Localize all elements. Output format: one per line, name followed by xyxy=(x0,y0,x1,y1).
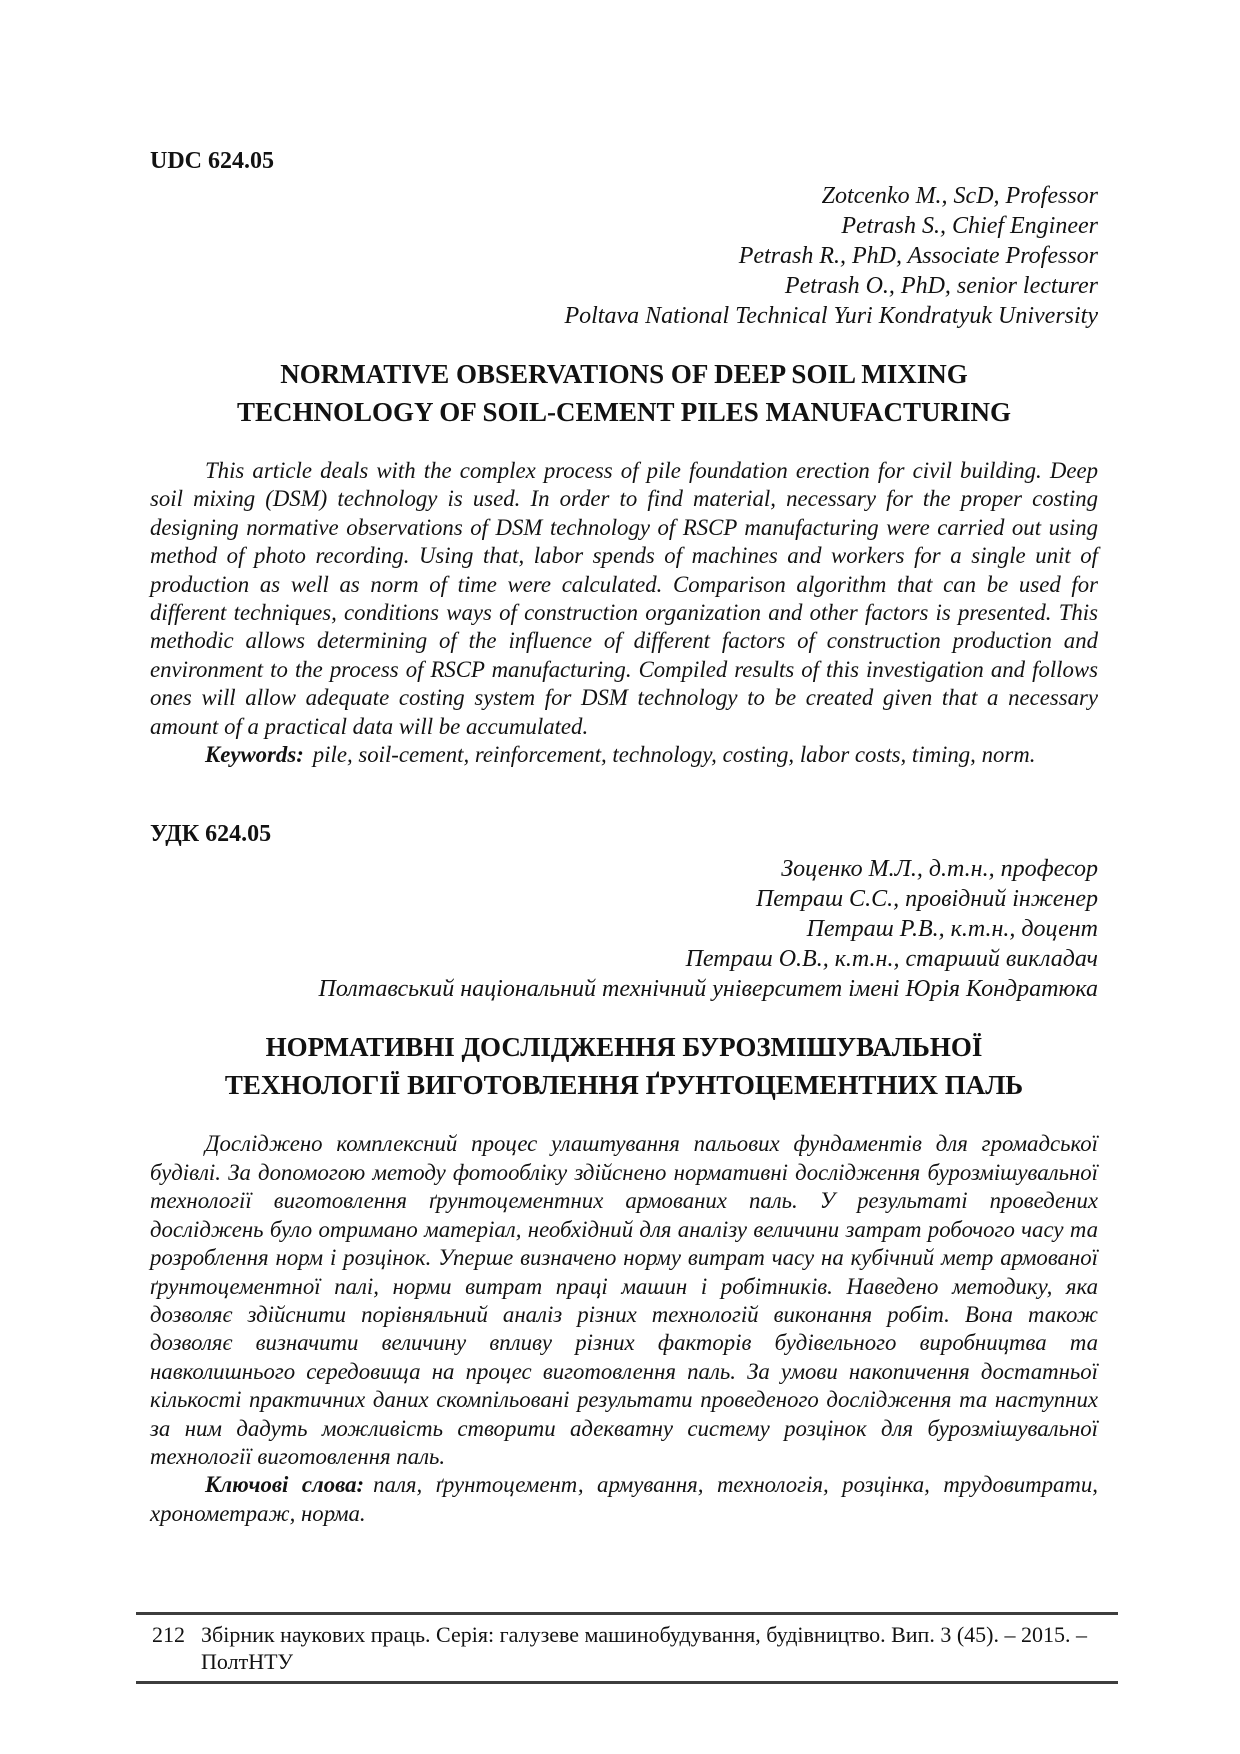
page xyxy=(150,146,1098,1528)
page-number: 212 xyxy=(152,1622,185,1647)
journal-reference: Збірник наукових праць. Серія: галузеве машинобудування, будівництво. Вип. 3 (45). – 2015. – ПолтНТУ xyxy=(201,1622,1087,1674)
title-line: НОРМАТИВНІ ДОСЛІДЖЕННЯ БУРОЗМІШУВАЛЬНОЇ xyxy=(265,1032,983,1063)
affiliation-line: Полтавський національний технічний університет імені Юрія Кондратюка xyxy=(318,976,1098,1003)
author-line: Petrash R., PhD, Associate Professor xyxy=(738,243,1098,269)
keywords-label-en: Keywords: xyxy=(205,742,304,768)
author-line: Зоценко М.Л., д.т.н., професор xyxy=(781,856,1098,883)
abstract-paragraph-uk: Досліджено комплексний процес улаштування пальових фундаментів для громадської будівлі. За допомогою методу фотообліку здійснено нормативні дослідження бурозмішувальної технології виготовлення ґрунтоцементних армованих паль. У результаті проведених досліджень було отримано матеріал, необхідний для аналізу величини затрат робочого часу та розроблення норм і розцінок. Уперше визначено норму витрат часу на кубічний метр армованої ґрунтоцементної палі, норми витрат праці машин і робітників. Наведено методику, яка дозволяє здійснити порівняльний аналіз різних технологій виконання робіт. Вона також дозволяє визначити величину впливу різних факторів будівельного виробництва та навколишнього середовища на процес виготовлення паль. За умови накопичення достатньої кількості практичних даних скомпільовані результати проведеного дослідження та наступних за ним дадуть можливість створити адекватну систему розцінок для бурозмішувальної технології виготовлення паль. xyxy=(150,1131,1098,1469)
udc-label-uk: УДК 624.05 xyxy=(150,821,272,848)
title-line: NORMATIVE OBSERVATIONS OF DEEP SOIL MIXING xyxy=(280,359,968,389)
udc-label-en: UDC 624.05 xyxy=(150,148,274,174)
author-line: Петраш Р.В., к.т.н., доцент xyxy=(806,916,1098,943)
section-ukrainian xyxy=(150,819,1098,1528)
abstract-paragraph-en: This article deals with the complex process of pile foundation erection for civil building. Deep soil mixing (DSM) technology is used. In order to find material, necessary for the proper costing designing normative observations of DSM technology of RSCP manufacturing were carried out using method of photo recording. Using that, labor spends of machines and workers for a single unit of production as well as norm of time were calculated. Comparison algorithm that can be used for different techniques, conditions ways of construction organization and other factors is presented. This methodic allows determining of the influence of different factors of construction production and environment to the process of RSCP manufacturing. Compiled results of this investigation and follows ones will allow adequate costing system for DSM technology to be created given that a necessary amount of a practical data will be accumulated. xyxy=(150,458,1098,739)
author-line: Петраш О.В., к.т.н., старший викладач xyxy=(685,946,1098,973)
author-line: Zotcenko M., ScD, Professor xyxy=(821,183,1098,209)
author-block-uk xyxy=(150,854,1098,1004)
footer xyxy=(136,1612,1118,1684)
author-block-en xyxy=(150,181,1098,331)
keywords-paragraph-en xyxy=(150,741,1098,769)
keywords-text-uk: паля, ґрунтоцемент, армування, технологія, розцінка, трудовитрати, хронометраж, норма. xyxy=(150,1472,1098,1526)
keywords-text-en: pile, soil-cement, reinforcement, technology, costing, labor costs, timing, norm. xyxy=(312,742,1036,768)
article-title-en xyxy=(150,355,1098,431)
section-english xyxy=(150,146,1098,769)
author-line: Petrash S., Chief Engineer xyxy=(841,213,1098,239)
affiliation-line: Poltava National Technical Yuri Kondratyuk University xyxy=(564,303,1098,329)
title-line: ТЕХНОЛОГІЇ ВИГОТОВЛЕННЯ ҐРУНТОЦЕМЕНТНИХ ПАЛЬ xyxy=(224,1070,1024,1101)
title-line: TECHNOLOGY OF SOIL-CEMENT PILES MANUFACTURING xyxy=(236,397,1012,427)
author-line: Петраш С.С., провідний інженер xyxy=(755,886,1098,913)
keywords-paragraph-uk xyxy=(150,1471,1098,1528)
author-line: Petrash O., PhD, senior lecturer xyxy=(784,273,1098,299)
footer-row xyxy=(152,1621,1118,1675)
keywords-label-uk: Ключові слова: xyxy=(205,1472,365,1498)
article-title-uk xyxy=(150,1028,1098,1104)
